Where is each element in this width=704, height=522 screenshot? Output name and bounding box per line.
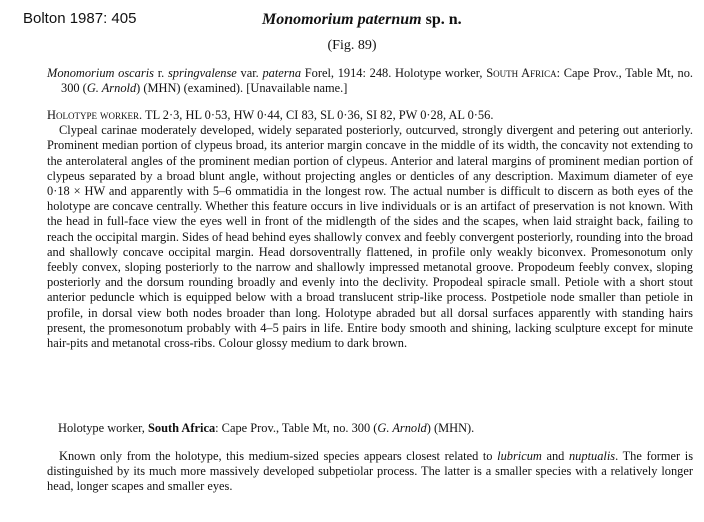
synonym-infra-name: springvalense xyxy=(167,66,237,80)
remarks-and: and xyxy=(546,449,565,463)
figure-reference: (Fig. 89) xyxy=(327,38,377,53)
synonym-tail: ) (MHN) (examined). [Unavailable name.] xyxy=(136,81,348,95)
synonym-rank-var: var. xyxy=(240,66,259,80)
description-label: Holotype worker. xyxy=(47,108,143,122)
synonym-rank: r. xyxy=(157,66,165,80)
material-tail: ) (MHN). xyxy=(426,421,475,435)
synonym-name: Monomorium oscaris xyxy=(47,66,154,80)
material-locality: : Cape Prov., Table Mt, no. 300 ( xyxy=(215,421,378,435)
remarks-paragraph xyxy=(47,449,693,495)
synonym-var-name: paterna xyxy=(262,66,302,80)
remarks-text-1: Known only from the holotype, this medium-sized species appears closest related to xyxy=(59,449,493,463)
species-title xyxy=(262,11,462,29)
description-body: Clypeal carinae moderately developed, widely separated posteriorly, outcurved, strongly divergent and petering out anteriorly. Prominent median portion of clypeus broad, its anterior margin concave in the middle of its width, the concavity not extending to the anterolateral angles of the prominent median portion of clypeus. Anterior and lateral margins of prominent median portion of clypeus separated by a broad blunt angle, without projecting angles or denticles of any description. Maximum diameter of eye 0·18 × HW and apparently with 5–6 ommatidia in the longest row. The actual number is difficult to discern as both eyes of the holotype are concave centrally. Whether this feature occurs in live individuals or is an artifact of preservation is not known. With the head in full-face view the eyes well in front of the midlength of the sides and the scapes, when laid straight back, failing to reach the occipital margin. Sides of head behind eyes shallowly convex and feebly convergent posteriorly, rounding into the broad and shallowly concave occipital margin. Head dorsoventrally flattened, in profile only weakly biconvex. Promesonotum only feebly convex, sloping posteriorly to the narrow and shallowly impressed metanotal groove. Propodeum feebly convex, sloping posteriorly and the dorsum rounding broadly and evenly into the declivity. Propodeal spiracle small. Petiole with a short stout anterior peduncle which is equipped below with a broad translucent strip-like process. Postpetiole node smaller than petiole in profile, in dorsal view both nodes broader than long. Holotype abraded but all dorsal surfaces apparently with standing hairs present, the promesonotum probably with 4–5 pairs in life. Entire body smooth and shining, lacking sculpture except for minute hair-pits and metanotal cross-ribs. Colour glossy medium to dark brown. xyxy=(47,123,693,351)
synonymy-entry xyxy=(47,66,693,96)
source-citation: Bolton 1987: 405 xyxy=(23,10,137,27)
synonym-citation: Forel, 1914: 248. Holotype worker, xyxy=(304,66,483,80)
synonym-locality: Cape Prov., Table Mt, no. 300 ( xyxy=(61,66,694,95)
holotype-description xyxy=(47,108,693,351)
remarks-species-1: lubricum xyxy=(497,449,542,463)
remarks-text-2: . The former is distinguished by its much more massively developed subpetiolar process. The latter is a smaller species with a relatively longer head, longer scapes and smaller eyes. xyxy=(47,449,694,494)
material-examined xyxy=(58,421,474,436)
remarks-species-2: nuptualis xyxy=(568,449,616,463)
synonymy-text xyxy=(47,66,693,96)
material-collector: G. Arnold xyxy=(377,421,427,435)
material-prefix: Holotype worker, xyxy=(58,421,145,435)
synonym-country: South Africa: xyxy=(486,66,561,80)
material-country: South Africa xyxy=(148,421,216,435)
species-name: Monomorium paternum xyxy=(262,11,422,28)
measurements-line xyxy=(47,108,693,123)
measurements: TL 2·3, HL 0·53, HW 0·44, CI 83, SL 0·36, SI 82, PW 0·28, AL 0·56. xyxy=(145,108,494,122)
synonym-collector: G. Arnold xyxy=(86,81,137,95)
species-status: sp. n. xyxy=(425,11,462,28)
